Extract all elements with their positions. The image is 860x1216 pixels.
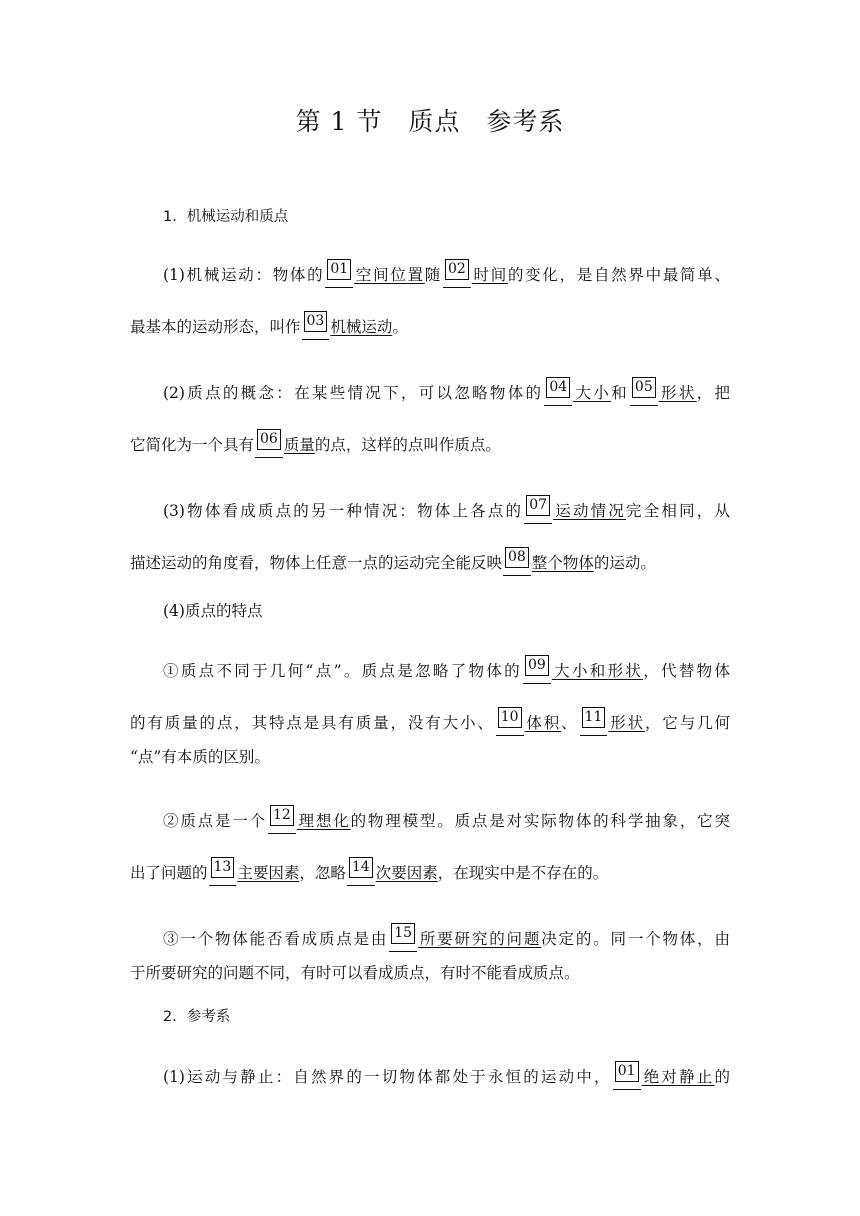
text-span: 的有质量的点，其特点是具有质量，没有大小、 [130, 714, 495, 732]
paragraph-line [163, 1063, 730, 1090]
text-span: 随 [424, 266, 442, 284]
page-title: 第 1 节 质点 参考系 [295, 107, 565, 136]
blank-number: 03 [304, 311, 328, 332]
blank-slot [524, 497, 552, 524]
paragraph-line [163, 807, 730, 834]
text-span: 和 [611, 384, 629, 402]
subheading-features: (4)质点的特点 [163, 602, 263, 620]
blank-number: 02 [445, 259, 469, 280]
paragraph-line [130, 431, 730, 458]
answer-text: 时间 [471, 266, 508, 284]
blank-slot [347, 859, 375, 886]
paragraph-line [130, 859, 730, 886]
blank-slot [496, 709, 524, 736]
text-span: ①质点不同于几何“点”。质点是忽略了物体的 [163, 662, 522, 680]
text-span: (2)质点的概念：在某些情况下，可以忽略物体的 [163, 384, 544, 402]
text-span: 。 [392, 318, 408, 336]
text-span: 它简化为一个具有 [130, 436, 255, 454]
text-span: ，在现实中是不存在的。 [437, 864, 609, 882]
paragraph-line [163, 925, 730, 952]
text-span: 描述运动的角度看，物体上任意一点的运动完全能反映 [130, 554, 503, 572]
text-span: ，忽略 [299, 864, 346, 882]
text-span: ②质点是一个 [163, 812, 267, 830]
answer-text: 理想化 [296, 812, 351, 830]
text-span: ，它与几何 [644, 714, 730, 732]
text-span: 、 [561, 714, 579, 732]
blank-slot [630, 379, 658, 406]
blank-slot [389, 925, 417, 952]
paragraph-line [163, 657, 730, 684]
text-span: ，代替物体 [643, 662, 730, 680]
blank-number: 01 [327, 259, 351, 280]
paragraph-line [163, 379, 730, 406]
answer-text: 主要因素 [237, 864, 300, 882]
text-span: 的点，这样的点叫作质点。 [314, 436, 501, 454]
section-1-heading: 1．机械运动和质点 [163, 209, 289, 225]
blank-number: 09 [525, 655, 549, 676]
blank-slot [302, 313, 330, 340]
text-span: (1)机械运动：物体的 [163, 266, 325, 284]
text-span: 出了问题的 [130, 864, 208, 882]
blank-slot [268, 807, 296, 834]
blank-number: 08 [505, 547, 529, 568]
blank-number: 14 [349, 857, 373, 878]
blank-slot [443, 261, 471, 288]
blank-slot [523, 657, 551, 684]
answer-text: 整个物体 [531, 554, 594, 572]
text-span: “点”有本质的区别。 [130, 748, 270, 766]
blank-number: 11 [582, 707, 606, 728]
blank-slot [580, 709, 608, 736]
blank-number: 15 [391, 923, 415, 944]
answer-text: 大小和形状 [551, 662, 644, 680]
blank-number: 12 [270, 805, 294, 826]
blank-slot [255, 431, 283, 458]
text-span: 决定的。同一个物体，由 [541, 930, 730, 948]
text-span: (3)物体看成质点的另一种情况：物体上各点的 [163, 502, 524, 520]
text-span: 最基本的运动形态，叫作 [130, 318, 301, 336]
answer-text: 次要因素 [375, 864, 438, 882]
text-span: 的 [714, 1068, 730, 1086]
blank-slot [325, 261, 353, 288]
text-span: ③一个物体能否看成质点是由 [163, 930, 389, 948]
text-span: 完全相同，从 [626, 502, 730, 520]
section-2-heading: 2．参考系 [163, 1009, 231, 1025]
blank-number: 06 [257, 429, 281, 450]
blank-number: 04 [546, 377, 570, 398]
blank-number: 05 [632, 377, 656, 398]
text-span: (1)运动与静止：自然界的一切物体都处于永恒的运动中， [163, 1068, 612, 1086]
blank-slot [209, 859, 237, 886]
answer-text: 绝对静止 [641, 1068, 715, 1086]
answer-text: 形状 [608, 714, 645, 732]
answer-text: 质量 [283, 436, 315, 454]
text-span: 的变化，是自然界中最简单、 [507, 266, 730, 284]
paragraph-line [163, 497, 730, 524]
answer-text: 形状 [658, 384, 697, 402]
text-span: 的物理模型。质点是对实际物体的科学抽象，它突 [350, 812, 730, 830]
blank-number: 13 [211, 857, 235, 878]
paragraph-line [130, 549, 730, 576]
answer-text: 所要研究的问题 [418, 930, 542, 948]
paragraph-line [130, 709, 730, 736]
blank-slot [613, 1063, 641, 1090]
blank-number: 10 [498, 707, 522, 728]
answer-text: 机械运动 [330, 318, 393, 336]
text-span: 于所要研究的问题不同，有时可以看成质点，有时不能看成质点。 [130, 964, 580, 982]
blank-number: 07 [526, 495, 550, 516]
answer-text: 大小 [573, 384, 612, 402]
paragraph-line [130, 313, 730, 340]
paragraph-line [163, 261, 730, 288]
blank-number: 01 [615, 1061, 639, 1082]
answer-text: 空间位置 [354, 266, 425, 284]
text-span: ，把 [696, 384, 730, 402]
paragraph-line [130, 746, 730, 768]
answer-text: 体积 [524, 714, 562, 732]
text-span: 的运动。 [593, 554, 656, 572]
blank-slot [503, 549, 531, 576]
paragraph-line [130, 962, 730, 984]
blank-slot [544, 379, 572, 406]
answer-text: 运动情况 [553, 502, 627, 520]
